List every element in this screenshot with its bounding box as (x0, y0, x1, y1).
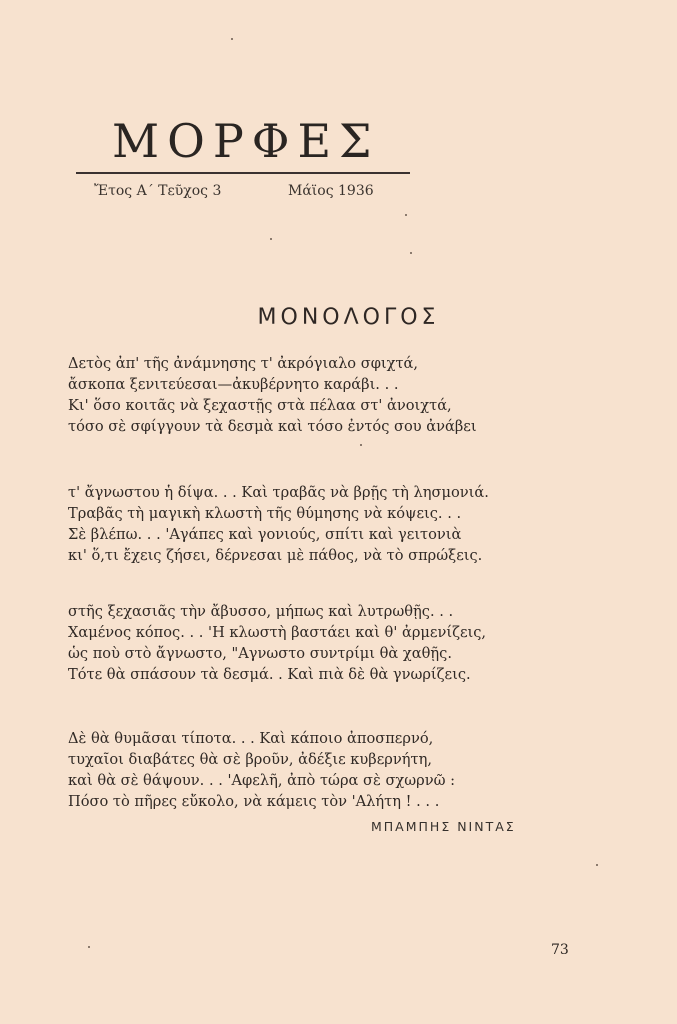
poem-line: κι' ὅ,τι ἔχεις ζήσει, δέρνεσαι μὲ πάθος, νὰ τὸ σπρώξεις. (68, 547, 483, 564)
poem-line: Σὲ βλέπω. . . 'Αγάπες καὶ γονιούς, σπίτι καὶ γειτονιὰ (68, 526, 462, 543)
paper-speck (88, 946, 90, 948)
paper-speck (231, 38, 233, 40)
paper-speck (405, 214, 407, 216)
poem-line: τυχαῖοι διαβάτες θὰ σὲ βροῦν, ἀδέξιε κυβερνήτη, (68, 751, 432, 768)
poem-line: ὡς ποὺ στὸ ἄγνωστο, "Αγνωστο συντρίμι θὰ χαθῇς. (68, 645, 452, 662)
stanza-4 (68, 728, 588, 812)
stanza-2 (68, 482, 588, 566)
issue-date: Μάϊος 1936 (288, 183, 374, 199)
poem-line: Δετὸς ἀπ' τῆς ἀνάμνησης τ' ἀκρόγιαλο σφιχτά, (68, 355, 419, 372)
poem-line: Τότε θὰ σπάσουν τὰ δεσμά. . Καὶ πιὰ δὲ θὰ γνωρίζεις. (68, 666, 471, 683)
paper-speck (270, 238, 272, 240)
poem-title: ΜΟΝΟΛΟΓΟΣ (257, 305, 440, 330)
poem-line: Πόσο τὸ πῆρες εὔκολο, νὰ κάμεις τὸν 'Αλήτη ! . . . (68, 793, 440, 810)
poem-line: τόσο σὲ σφίγγουν τὰ δεσμὰ καὶ τόσο ἐντός σου ἀνάβει (68, 418, 477, 435)
poem-line: Κι' ὅσο κοιτᾶς νὰ ξεχαστῇς στὰ πέλαα στ' ἀνοιχτά, (68, 397, 452, 414)
paper-speck (410, 252, 412, 254)
magazine-title: ΜΟΡΦΕΣ (112, 114, 380, 168)
paper-speck (360, 444, 362, 446)
title-rule (76, 172, 410, 174)
poem-line: Χαμένος κόπος. . . 'Η κλωστὴ βαστάει καὶ θ' ἀρμενίζεις, (68, 624, 487, 641)
stanza-3 (68, 601, 588, 685)
poem-line: Τραβᾶς τὴ μαγικὴ κλωστὴ τῆς θύμησης νὰ κόψεις. . . (68, 505, 462, 522)
poem-line: στῆς ξεχασιᾶς τὴν ἄβυσσο, μήπως καὶ λυτρωθῇς. . . (68, 603, 454, 620)
paper-speck (596, 864, 598, 866)
poem-author: ΜΠΑΜΠΗΣ ΝΙΝΤΑΣ (371, 819, 516, 834)
poem-line: Δὲ θὰ θυμᾶσαι τίποτα. . . Καὶ κάποιο ἀποσπερνό, (68, 730, 434, 747)
poem-line: ἄσκοπα ξενιτεύεσαι—ἀκυβέρνητο καράβι. . . (68, 376, 399, 393)
poem-line: καὶ θὰ σὲ θάψουν. . . 'Αφελῆ, ἀπὸ τώρα σὲ σχωρνῶ : (68, 772, 456, 789)
page-number: 73 (551, 942, 569, 958)
issue-info: Ἔτος Α΄ Τεῦχος 3 (94, 183, 222, 199)
poem-line: τ' ἄγνωστου ἡ δίψα. . . Καὶ τραβᾶς νὰ βρῇς τὴ λησμονιά. (68, 484, 489, 501)
stanza-1 (68, 353, 588, 437)
